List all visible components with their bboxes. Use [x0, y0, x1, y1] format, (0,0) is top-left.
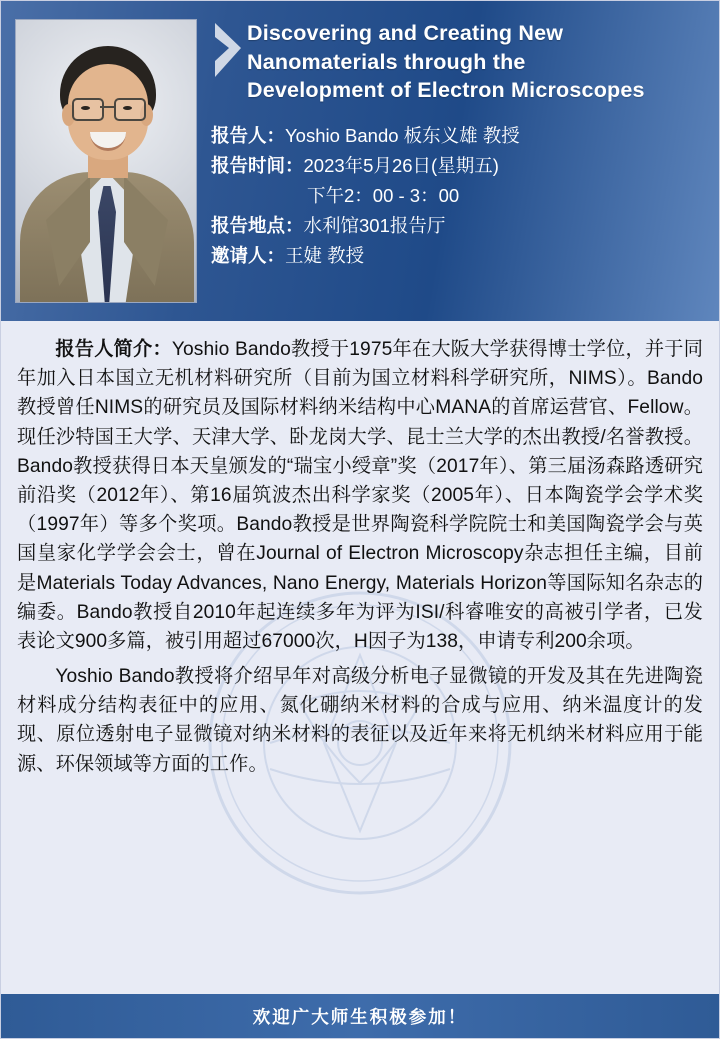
lecture-meta — [211, 121, 709, 271]
speaker-bio-paragraph — [17, 335, 703, 656]
footer-welcome-text: 欢迎广大师生积极参加！ — [252, 1006, 468, 1027]
lecture-abstract-paragraph: Yoshio Bando教授将介绍早年对高级分析电子显微镜的开发及其在先进陶瓷材料成分结构表征中的应用、氮化硼纳米材料的合成与应用、纳米温度计的发现、原位透射电子显微镜对纳米材料的表征以及近年来将无机纳米材料应用于能源、环保领域等方面的工作。 — [17, 666, 703, 775]
poster-header — [1, 1, 719, 321]
host-value: 王婕 教授 — [285, 244, 365, 266]
poster-body — [1, 321, 719, 994]
speaker-label: 报告人： — [211, 124, 286, 146]
title-row — [211, 19, 709, 105]
lecture-title-line-3: Development of Electron Microscopes — [247, 78, 645, 103]
time-value: 2023年5月26日(星期五) — [303, 154, 499, 176]
meta-speaker-row — [211, 121, 709, 151]
bio-lead-label: 报告人简介： — [55, 339, 172, 360]
place-value: 水利馆301报告厅 — [303, 214, 446, 236]
lecture-title — [247, 19, 645, 105]
poster-footer — [1, 994, 719, 1038]
speaker-value: Yoshio Bando 板东义雄 教授 — [285, 124, 520, 146]
meta-place-row — [211, 211, 709, 241]
time-label: 报告时间： — [211, 154, 304, 176]
speaker-photo — [15, 19, 197, 303]
header-text-block — [197, 19, 709, 307]
meta-time-row — [211, 151, 709, 181]
lecture-title-line-1: Discovering and Creating New — [247, 21, 564, 45]
chevron-right-icon — [211, 21, 245, 86]
bio-body-text: Yoshio Bando教授于1975年在大阪大学获得博士学位，并于同年加入日本国立无机材料研究所（目前为国立材料科学研究所，NIMS）。Bando教授曾任NIMS的研究员及国际材料纳米结构中心MANA的首席运营官、Fellow。现任沙特国王大学、天津大学、卧龙岗大学、昆士兰大学的杰出教授/名誉教授。Bando教授获得日本天皇颁发的“瑞宝小绶章”奖（2017年）、第三届汤森路透研究前沿奖（2012年）、第16届筑波杰出科学家奖（2005年）、日本陶瓷学会学术奖（1997年）等多个奖项。Bando教授是世界陶瓷科学院院士和美国陶瓷学会与英国皇家化学学会会士，曾在Journal of Electron Microscopy杂志担任主编，目前是Materials Today Advances, Nano Energy, Materials Horizon等国际知名杂志的编委。Bando教授自2010年起连续多年为评为ISI/科睿唯安的高被引学者，已发表论文900多篇，被引用超过67000次，H因子为138，申请专利200余项。 — [17, 339, 703, 652]
time-value-second-line: 下午2：00 - 3：00 — [307, 184, 460, 206]
place-label: 报告地点： — [211, 214, 304, 236]
portrait-illustration — [16, 20, 196, 302]
lecture-title-line-2: Nanomaterials through the — [247, 49, 526, 74]
host-label: 邀请人： — [211, 244, 286, 266]
meta-time-row-2 — [211, 181, 709, 211]
meta-host-row — [211, 241, 709, 271]
